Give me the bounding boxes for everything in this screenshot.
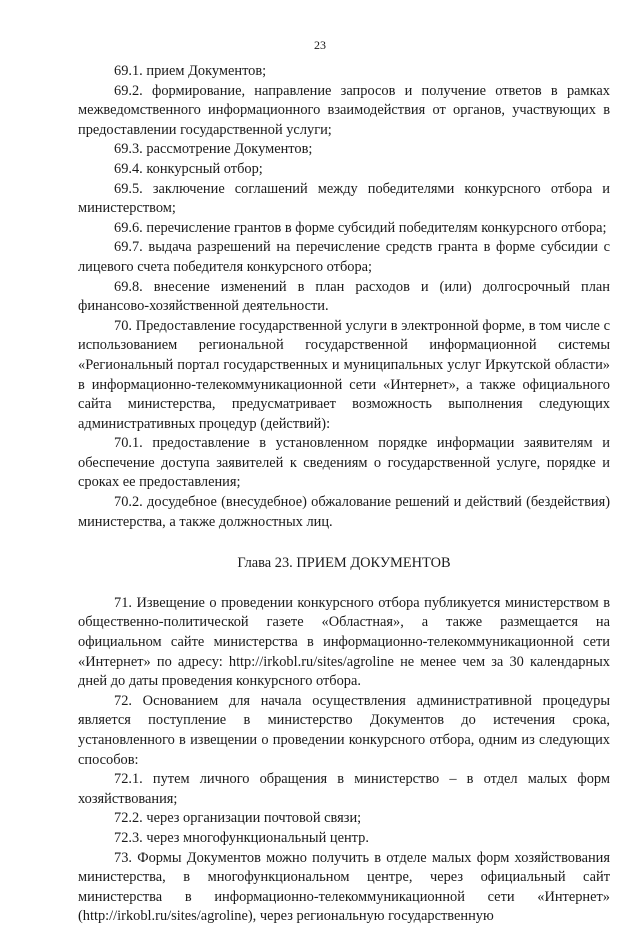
chapter-title: Глава 23. ПРИЕМ ДОКУМЕНТОВ	[237, 555, 451, 572]
paragraph-72-3: 72.3. через многофункциональный центр.	[114, 829, 369, 846]
paragraph-72: 72. Основанием для начала осуществления административной процедуры является поступление в министерство Документов до истечения срока, установленного в извещении о проведении конкурсного отбора, одним из следующих способов:	[78, 692, 610, 768]
page-number: 23	[314, 38, 326, 52]
paragraph-69-8: 69.8. внесение изменений в план расходов и (или) долгосрочный план финансово-хозяйственной деятельности.	[78, 278, 610, 315]
paragraph-73: 73. Формы Документов можно получить в отделе малых форм хозяйствования министерства, в многофункциональном центре, через официальный сайт министерства в информационно-телекоммуникационной сети «Интернет» (http://irkobl.ru/sites/agroline), через региональную государственную	[78, 849, 610, 925]
paragraph-69-7: 69.7. выдача разрешений на перечисление средств гранта в форме субсидии с лицевого счета победителя конкурсного отбора;	[78, 239, 610, 275]
paragraph-72-1: 72.1. путем личного обращения в министерство – в отдел малых форм хозяйствования;	[78, 771, 610, 807]
paragraph-71: 71. Извещение о проведении конкурсного отбора публикуется министерством в общественно-политической газете «Областная», а также размещается на официальном сайте министерства в информационно-телекоммуникационной сети «Интернет» по адресу: http://irkobl.ru/sites/agroline не менее чем за 30 календарных дней до даты проведения конкурсного отбора.	[78, 594, 610, 690]
paragraph-70-2: 70.2. досудебное (внесудебное) обжалование решений и действий (бездействия) министерства, а также должностных лиц.	[78, 494, 610, 530]
paragraph-69-1: 69.1. прием Документов;	[114, 63, 267, 79]
paragraph-70-1: 70.1. предоставление в установленном порядке информации заявителям и обеспечение доступа заявителей к сведениям о государственной услуге, порядке и сроках ее предоставления;	[78, 435, 610, 491]
paragraph-69-3: 69.3. рассмотрение Документов;	[114, 141, 313, 158]
paragraph-69-2: 69.2. формирование, направление запросов и получение ответов в рамках межведомственного информационного взаимодействия от органов, участвующих в предоставлении государственной услуги;	[78, 82, 610, 138]
paragraph-69-4: 69.4. конкурсный отбор;	[114, 160, 263, 177]
paragraph-69-6: 69.6. перечисление грантов в форме субсидий победителям конкурсного отбора;	[114, 219, 607, 236]
document-body	[78, 62, 610, 927]
paragraph-70: 70. Предоставление государственной услуги в электронной форме, в том числе с использованием региональной государственной информационной системы «Региональный портал государственных и муниципальных услуг Иркутской области» в информационно-телекоммуникационной сети «Интернет», а также официального сайта министерства, предусматривает возможность выполнения следующих административных процедур (действий):	[78, 317, 610, 432]
paragraph-69-5: 69.5. заключение соглашений между победителями конкурсного отбора и министерством;	[78, 180, 610, 217]
paragraph-72-2: 72.2. через организации почтовой связи;	[114, 810, 362, 827]
